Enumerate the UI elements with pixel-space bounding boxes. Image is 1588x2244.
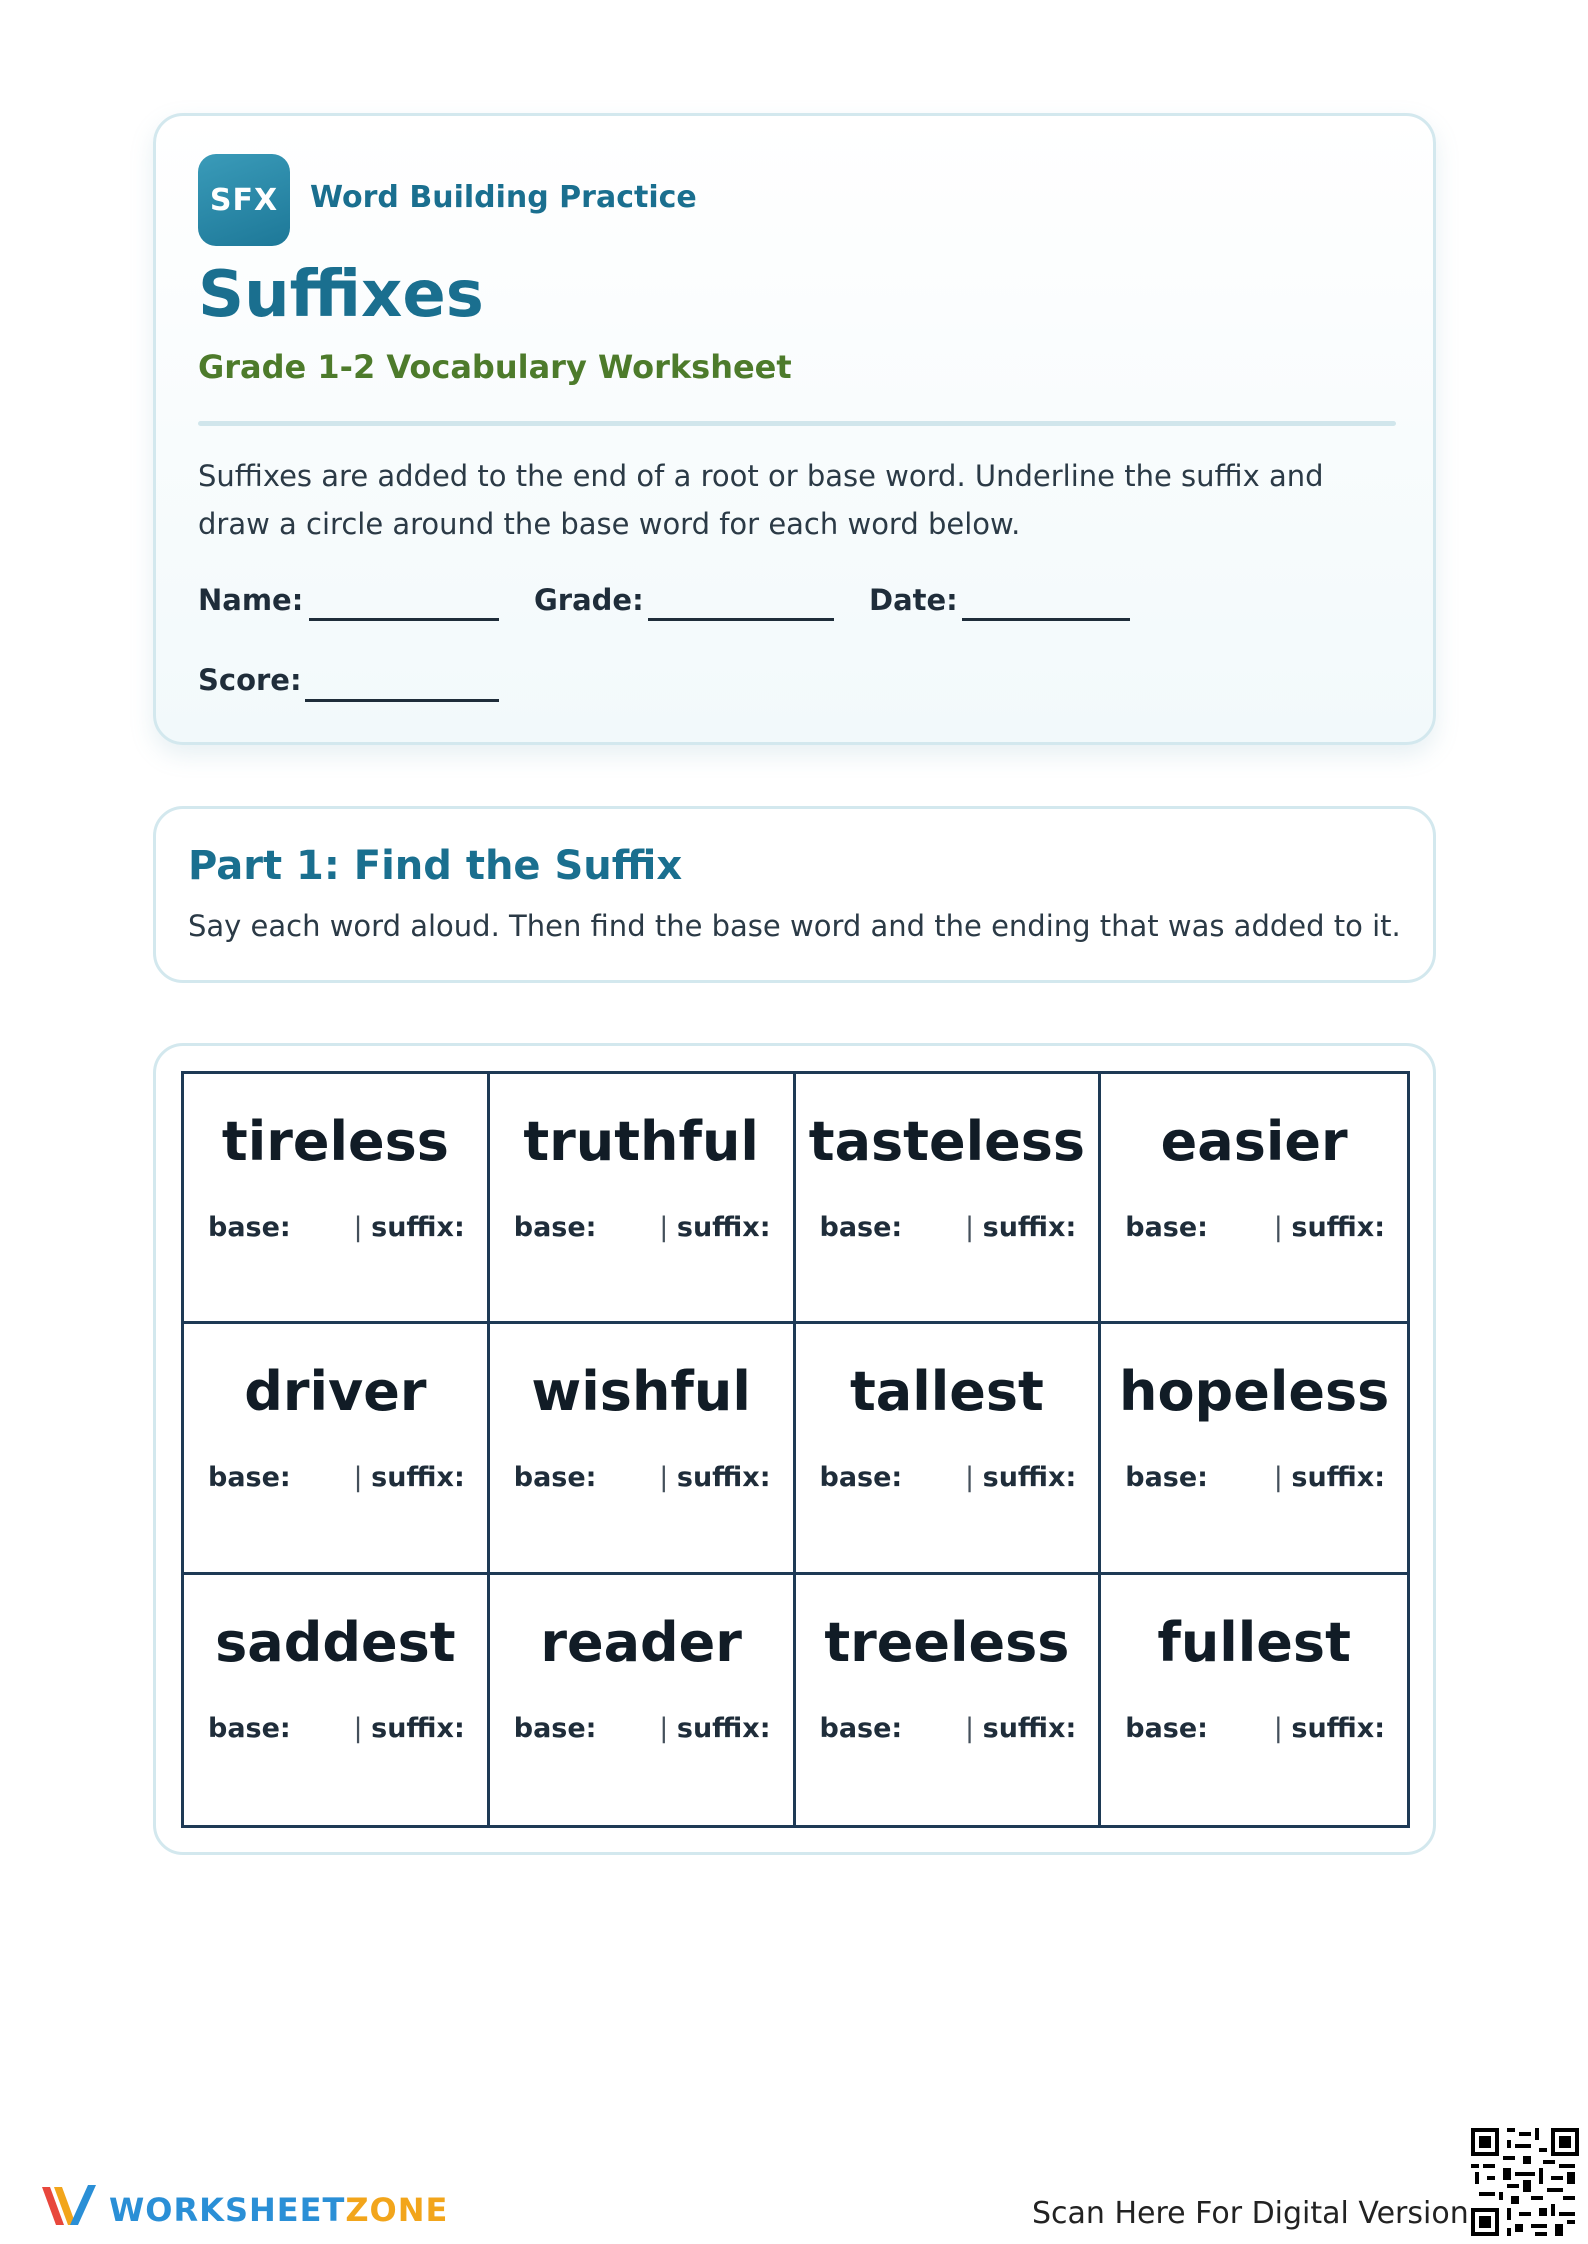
suffix-label: | suffix: bbox=[1274, 1462, 1385, 1493]
suffix-label: | suffix: bbox=[1274, 1212, 1385, 1243]
worksheetzone-logo-icon bbox=[40, 2181, 98, 2231]
word-cell bbox=[1101, 1324, 1407, 1574]
base-label: base: bbox=[1125, 1712, 1208, 1744]
base-label: base: bbox=[1125, 1212, 1208, 1243]
word: truthful bbox=[523, 1110, 759, 1173]
word: tasteless bbox=[808, 1110, 1085, 1173]
base-label: base: bbox=[513, 1212, 597, 1243]
word-cell bbox=[490, 1575, 796, 1825]
base-label: base: bbox=[819, 1712, 903, 1744]
scan-text: Scan Here For Digital Version bbox=[1032, 2196, 1469, 2231]
word-grid bbox=[181, 1071, 1410, 1828]
word-cell bbox=[1101, 1074, 1407, 1324]
suffix-label: | suffix: bbox=[965, 1462, 1076, 1493]
suffix-label: | suffix: bbox=[353, 1212, 464, 1243]
suffix-label: | suffix: bbox=[1274, 1713, 1385, 1744]
sfx-logo: SFX bbox=[198, 154, 290, 246]
grade-field[interactable] bbox=[648, 618, 834, 621]
suffix-label: | suffix: bbox=[659, 1462, 770, 1493]
word-cell bbox=[184, 1074, 490, 1324]
word: reader bbox=[540, 1610, 742, 1674]
word-cell bbox=[490, 1074, 796, 1324]
word-cell bbox=[796, 1074, 1102, 1324]
base-label: base: bbox=[208, 1212, 291, 1243]
word-cell bbox=[184, 1324, 490, 1574]
word: easier bbox=[1160, 1110, 1348, 1173]
name-label: Name: bbox=[198, 583, 304, 617]
word-grid-card bbox=[153, 1043, 1436, 1855]
score-label: Score: bbox=[198, 663, 302, 697]
word-cell bbox=[796, 1324, 1102, 1574]
word: wishful bbox=[531, 1360, 751, 1424]
suffix-label: | suffix: bbox=[353, 1713, 464, 1744]
word: fullest bbox=[1157, 1610, 1351, 1674]
word: tireless bbox=[221, 1110, 449, 1173]
suffix-label: | suffix: bbox=[353, 1462, 464, 1493]
base-label: base: bbox=[513, 1712, 597, 1744]
base-label: base: bbox=[513, 1462, 597, 1494]
page-subtitle: Grade 1-2 Vocabulary Worksheet bbox=[198, 348, 792, 386]
suffix-label: | suffix: bbox=[965, 1713, 1076, 1744]
worksheet-header-card bbox=[153, 113, 1436, 745]
date-field[interactable] bbox=[962, 618, 1130, 621]
base-label: base: bbox=[208, 1712, 291, 1744]
suffix-label: | suffix: bbox=[659, 1713, 770, 1744]
intro-text: Suffixes are added to the end of a root or base word. Underline the suffix and draw a circle around the base word for each word below. bbox=[198, 459, 1324, 541]
suffix-label: | suffix: bbox=[659, 1212, 770, 1243]
page-title: Suffixes bbox=[198, 258, 484, 332]
word-cell bbox=[1101, 1575, 1407, 1825]
brand-name: Word Building Practice bbox=[310, 180, 697, 215]
suffix-label: | suffix: bbox=[965, 1212, 1076, 1243]
word-cell bbox=[490, 1324, 796, 1574]
name-field[interactable] bbox=[309, 618, 499, 621]
part1-card bbox=[153, 806, 1436, 983]
base-label: base: bbox=[819, 1462, 903, 1494]
word: driver bbox=[244, 1360, 427, 1424]
header-divider bbox=[198, 421, 1396, 426]
part1-description: Say each word aloud. Then find the base word and the ending that was added to it. bbox=[188, 909, 1401, 943]
word: saddest bbox=[215, 1610, 456, 1674]
word-cell bbox=[796, 1575, 1102, 1825]
grade-label: Grade: bbox=[534, 583, 644, 617]
word: treeless bbox=[824, 1610, 1070, 1674]
base-label: base: bbox=[819, 1212, 903, 1243]
footer-brand: WORKSHEETZONE bbox=[109, 2191, 449, 2229]
part1-title: Part 1: Find the Suffix bbox=[188, 843, 683, 889]
word: tallest bbox=[849, 1360, 1044, 1424]
qr-code-icon[interactable] bbox=[1471, 2128, 1579, 2236]
word: hopeless bbox=[1119, 1360, 1390, 1424]
date-label: Date: bbox=[869, 583, 958, 617]
base-label: base: bbox=[1125, 1462, 1208, 1494]
score-field[interactable] bbox=[305, 699, 499, 702]
word-cell bbox=[184, 1575, 490, 1825]
base-label: base: bbox=[208, 1462, 291, 1494]
